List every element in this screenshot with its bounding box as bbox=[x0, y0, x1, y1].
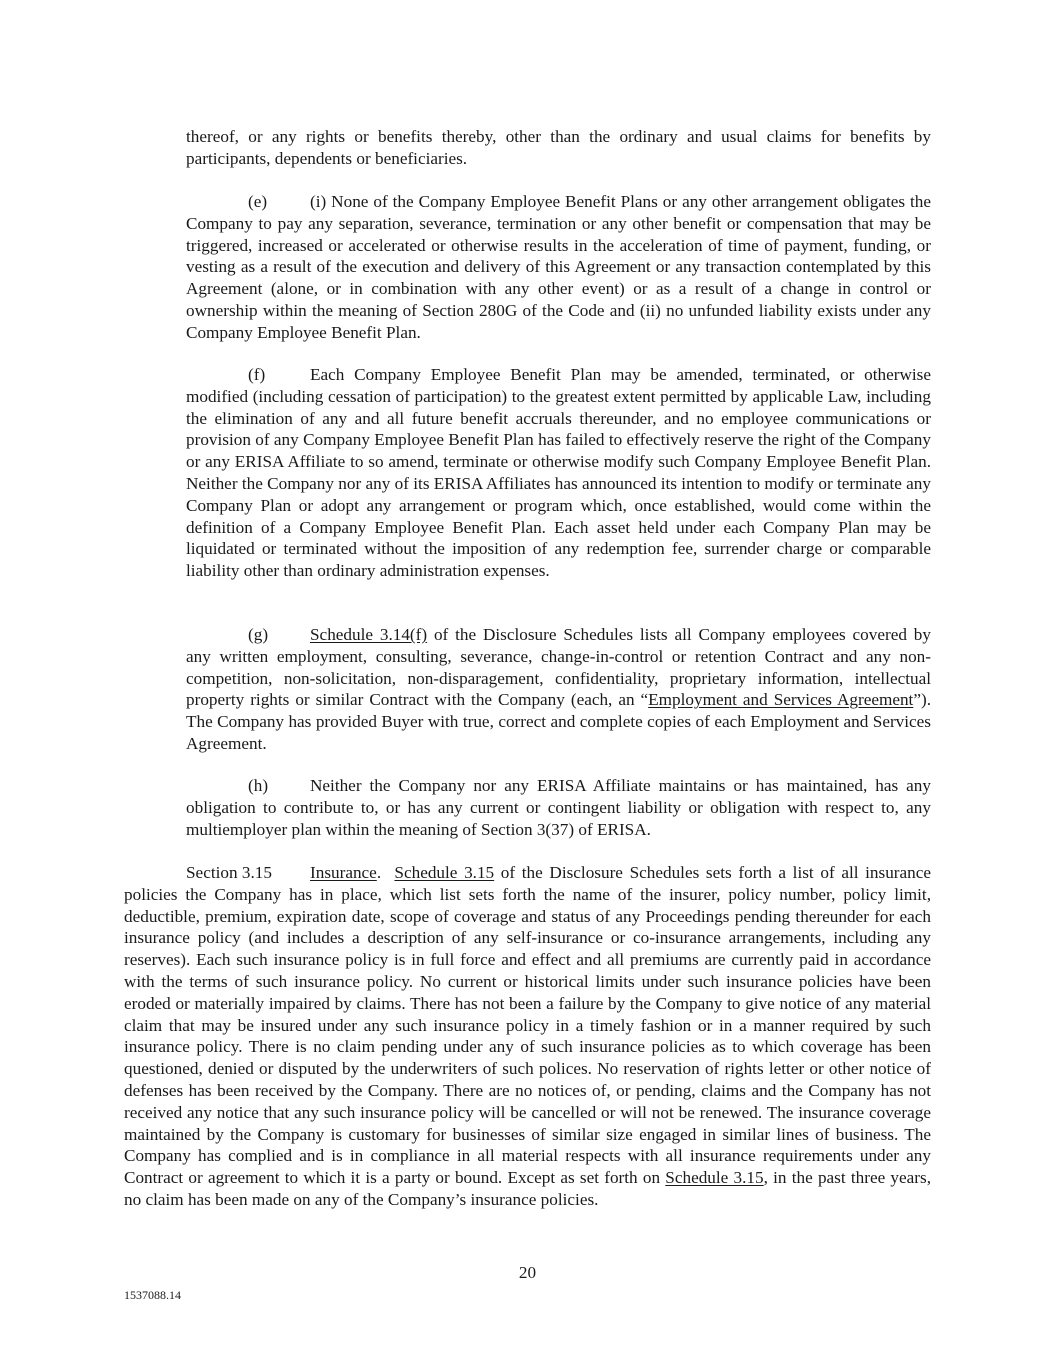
schedule-reference: Schedule 3.15 bbox=[665, 1168, 764, 1188]
page-number: 20 bbox=[518, 1263, 537, 1282]
paragraph-f-text: Each Company Employee Benefit Plan may be amended, terminated, or otherwise modified (including cessation of participation) to the greatest extent permitted by applicable Law, including the elimination of any and all future benefit accruals thereunder, and no employee communications or provision of any Company Employee Benefit Plan has failed to effectively reserve the right of the Company or any ERISA Affiliate to so amend, terminate or otherwise modify such Company Employee Benefit Plan. Neither the Company nor any of its ERISA Affiliates has announced its intention to modify or terminate any Company Plan or adopt any arrangement or program which, once established, would come within the definition of a Company Employee Benefit Plan. Each asset held under each Company Plan may be liquidated or terminated without the imposition of any redemption fee, surrender charge or comparable liability other than ordinary administration expenses. bbox=[186, 365, 931, 581]
section-heading: Insurance bbox=[310, 863, 377, 882]
paragraph-g-text-1: of the Disclosure Schedules lists all Company employees covered by any written employment, consulting, severance, change-in-control or retention Contract and any non-competition, non-solicitation, non-disparagement, confidentiality, proprietary information, intellectual property rights or similar Contract with the Company (each, an “ bbox=[186, 625, 931, 710]
section-text-1: of the Disclosure Schedules sets forth a list of all insurance policies the Company has in place, which list sets forth the name of the insurer, policy number, policy limit, deductible, premium, expiration date, scope of coverage and status of any Proceedings pending thereunder for each insurance policy (and includes a description of any self-insurance or co-insurance arrangements, including any reserves). Each such insurance policy is in full force and effect and all premiums are currently paid in accordance with the terms of such insurance policy. No current or historical limits under such insurance policies have been eroded or materially impaired by claims. There has not been a failure by the Company to give notice of any material claim that may be insured under any such insurance policy in a timely fashion or in a manner required by such insurance policy. There is no claim pending under any of such insurance policies as to which coverage has been questioned, denied or disputed by the underwriters of such polices. No reservation of rights letter or other notice of defenses has been received by the Company. There are no notices of, or pending, claims and the Company has not received any notice that any such insurance policy will be cancelled or will not be renewed. The insurance coverage maintained by the Company is customary for businesses of similar size engaged in similar lines of business. The Company has complied and is in compliance in all material respects with all insurance requirements under any Contract or agreement to which it is a party or bound. Except as set forth on bbox=[124, 863, 931, 1188]
document-id: 1537088.14 bbox=[124, 1288, 181, 1302]
paragraph-f bbox=[186, 364, 931, 582]
paragraph-h bbox=[186, 775, 931, 840]
schedule-reference: Schedule 3.14(f) bbox=[310, 625, 428, 644]
paragraph-g-label: (g) bbox=[248, 625, 269, 644]
paragraph-e-text: (i) None of the Company Employee Benefit Plans or any other arrangement obligates the Company to pay any separation, severance, termination or any other benefit or compensation that may be triggered, increased or accelerated or otherwise results in the acceleration of time of payment, funding, or vesting as a result of the execution and delivery of this Agreement or any transaction contemplated by this Agreement (alone, or in combination with any other event) or as a result of a change in control or ownership within the meaning of Section 280G of the Code and (ii) no unfunded liability exists under any Company Employee Benefit Plan. bbox=[186, 192, 931, 342]
schedule-reference: Schedule 3.15 bbox=[394, 863, 495, 882]
paragraph-f-label: (f) bbox=[248, 365, 266, 384]
section-text-2: , in the past three years, no claim has been made on any of the Company’s insurance policies. bbox=[124, 1168, 931, 1209]
paragraph-g-text-2: ”). The Company has provided Buyer with true, correct and complete copies of each Employment and Services Agreement. bbox=[186, 690, 931, 753]
paragraph-g bbox=[186, 624, 931, 755]
section-3-15 bbox=[124, 862, 931, 1211]
section-number: Section 3.15 bbox=[186, 863, 272, 882]
paragraph-e-label: (e) bbox=[248, 192, 268, 211]
paragraph-h-text: Neither the Company nor any ERISA Affiliate maintains or has maintained, has any obligation to contribute to, or has any current or contingent liability or obligation with respect to, any multiemployer plan within the meaning of Section 3(37) of ERISA. bbox=[186, 776, 931, 839]
continuation-text: thereof, or any rights or benefits thereby, other than the ordinary and usual claims for benefits by participants, dependents or beneficiaries. bbox=[186, 127, 931, 168]
continuation-paragraph bbox=[186, 126, 931, 170]
paragraph-e bbox=[186, 191, 931, 344]
paragraph-h-label: (h) bbox=[248, 776, 269, 795]
defined-term: Employment and Services Agreement bbox=[648, 690, 914, 710]
section-heading-punct: . bbox=[376, 863, 395, 882]
